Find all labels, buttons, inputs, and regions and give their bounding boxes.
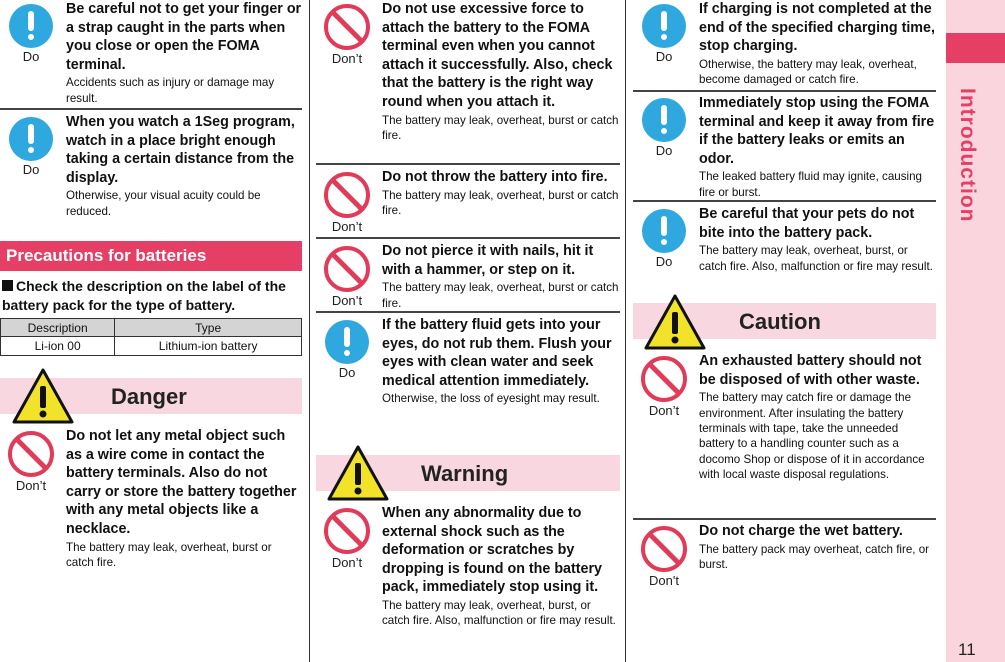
battery-type-table: Description Type Li-ion 00 Lithium-ion battery bbox=[0, 318, 302, 356]
divider bbox=[633, 518, 936, 520]
chapter-title: Introduction bbox=[956, 88, 979, 223]
item-body: The battery may leak, overheat, burst or catch fire. bbox=[382, 188, 619, 217]
column-2 bbox=[316, 0, 620, 662]
item-heading: An exhausted battery should not be disposed of with other waste. bbox=[699, 353, 922, 388]
item-body: The battery may leak, overheat, burst, or catch fire. Also, malfunction or fire may result. bbox=[382, 598, 616, 628]
do-icon: Do bbox=[8, 4, 54, 64]
prohibited-icon: Don’t bbox=[324, 246, 370, 308]
caution-band: Caution bbox=[633, 303, 936, 339]
divider bbox=[633, 200, 936, 202]
item-heading: If the battery fluid gets into your eyes, do not rub them. Flush your eyes with clean water and seek medical attention immediately. bbox=[382, 317, 612, 389]
item-heading: Do not charge the wet battery. bbox=[699, 523, 903, 539]
section-header: Precautions for batteries bbox=[0, 241, 302, 271]
item-body: The battery may leak, overheat, burst or catch fire. bbox=[382, 113, 619, 142]
chapter-marker bbox=[946, 33, 1005, 63]
divider bbox=[0, 108, 302, 110]
divider bbox=[316, 311, 620, 313]
item-body: The battery may leak, overheat, burst or catch fire. bbox=[66, 540, 272, 569]
item-heading: Do not throw the battery into fire. bbox=[382, 169, 608, 185]
item-body: Otherwise, your visual acuity could be reduced. bbox=[66, 189, 261, 218]
do-icon: Do bbox=[641, 98, 687, 158]
prohibited-icon: Don’t bbox=[8, 431, 54, 493]
item-body: Accidents such as injury or damage may result. bbox=[66, 76, 275, 105]
do-icon: Do bbox=[8, 117, 54, 177]
warning-triangle-icon bbox=[326, 444, 390, 502]
item-body: The battery may catch fire or damage the environment. After insulating the battery terminals with tape, take the unneeded battery to a handling counter such as a docomo Shop or dispose of it in accordance with local waste disposal regulations. bbox=[699, 391, 925, 482]
warning-triangle-icon bbox=[11, 367, 75, 425]
item-body: The battery may leak, overheat, burst, or catch fire. Also, malfunction or fire may result. bbox=[699, 244, 933, 273]
item-heading: Do not let any metal object such as a wire come in contact the battery terminals. Also do not carry or store the battery together with any metal objects like a necklace. bbox=[66, 428, 297, 537]
chapter-side-tab bbox=[946, 0, 1005, 662]
item-heading: Immediately stop using the FOMA terminal and keep it away from fire if the battery leaks or emits an odor. bbox=[699, 95, 935, 167]
item-body: The battery may leak, overheat, burst or catch fire. bbox=[382, 281, 619, 310]
danger-band: Danger bbox=[0, 378, 302, 414]
prohibited-icon: Don’t bbox=[324, 4, 370, 66]
warning-triangle-icon bbox=[643, 293, 707, 351]
item-heading: Do not pierce it with nails, hit it with a hammer, or step on it. bbox=[382, 243, 594, 278]
divider bbox=[316, 237, 620, 239]
do-icon: Do bbox=[324, 320, 370, 380]
column-3 bbox=[633, 0, 936, 662]
item-heading: Be careful not to get your finger or a strap caught in the parts when you close or open the FOMA terminal. bbox=[66, 1, 302, 73]
item-heading: Do not use excessive force to attach the battery to the FOMA terminal even when you cannot attach it successfully. Also, check that the battery is the right way round when you attach it. bbox=[382, 1, 613, 110]
prohibited-icon: Don't bbox=[641, 526, 687, 588]
battery-note: Check the description on the label of the battery pack for the type of battery. bbox=[2, 278, 286, 313]
column-divider bbox=[309, 0, 310, 662]
item-heading: Be careful that your pets do not bite into the battery pack. bbox=[699, 206, 915, 241]
item-body: The battery pack may overheat, catch fire, or burst. bbox=[699, 542, 930, 571]
column-divider bbox=[625, 0, 626, 662]
divider bbox=[316, 163, 620, 165]
warning-band: Warning bbox=[316, 455, 620, 491]
page-number: 11 bbox=[958, 640, 976, 659]
item-body: Otherwise, the battery may leak, overheat, become damaged or catch fire. bbox=[699, 57, 917, 87]
column-1 bbox=[0, 0, 302, 662]
bullet-square-icon bbox=[2, 280, 13, 291]
item-heading: If charging is not completed at the end of the specified charging time, stop charging. bbox=[699, 1, 935, 55]
item-body: The leaked battery fluid may ignite, causing fire or burst. bbox=[699, 170, 922, 199]
divider bbox=[633, 90, 936, 92]
do-icon: Do bbox=[641, 209, 687, 269]
do-icon: Do bbox=[641, 4, 687, 64]
item-heading: When any abnormality due to external shock such as the deformation or scratches by dropping is found on the battery pack, immediately stop using it. bbox=[382, 505, 602, 596]
prohibited-icon: Don’t bbox=[641, 356, 687, 418]
prohibited-icon: Don’t bbox=[324, 172, 370, 234]
prohibited-icon: Don’t bbox=[324, 508, 370, 570]
item-body: Otherwise, the loss of eyesight may result. bbox=[382, 392, 600, 406]
item-heading: When you watch a 1Seg program, watch in a place bright enough taking a certain distance from the display. bbox=[66, 114, 295, 186]
